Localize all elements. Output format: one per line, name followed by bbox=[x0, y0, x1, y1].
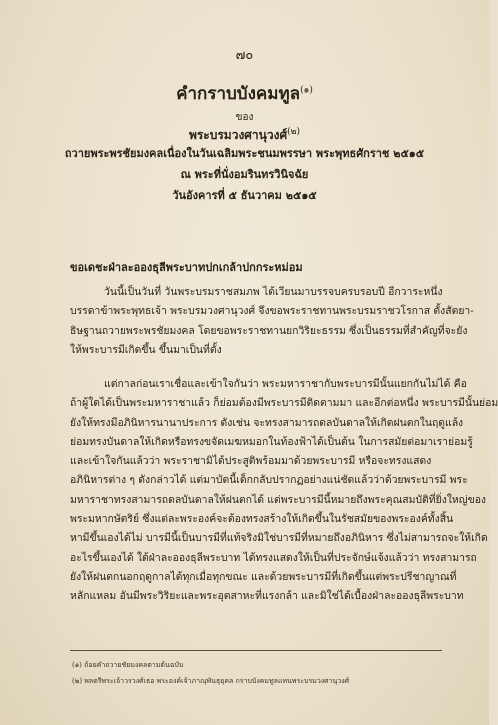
author-line bbox=[0, 124, 489, 145]
paragraph-line: บรรดาข้าพระพุทธเจ้า พระบรมวงศานุวงศ์ จึงขอพระราชทานพระบรมราชวโรกาส ตั้งสัตยา- bbox=[70, 305, 474, 318]
paragraph-line: มหาราชาทรงสามารถดลบันดาลให้ฝนตกได้ แต่พระบารมีนี้หมายถึงพระคุณสมบัติที่ยิ่งใหญ่ของ bbox=[70, 493, 487, 506]
document-title bbox=[0, 80, 489, 107]
footnote-2: (๒) พลตรีพระเจ้าวรวงศ์เธอ พระองค์เจ้าภาณุพันธุยุคล กราบบังคมทูลแทนพระบรมวงศานุวงศ์ bbox=[72, 677, 350, 685]
paragraph-line: หลักแหลม อันมีพระวิริยะและพระอุตสาหะที่แรงกล้า และมิใช่ได้เบื้องฝ่าละอองธุลีพระบาท bbox=[70, 590, 464, 603]
paragraph-line: อะไรขึ้นเองได้ ใต้ฝ่าละอองธุลีพระบาท ได้ทรงแสดงให้เป็นที่ประจักษ์แจ้งแล้วว่า ทรงสามารถ bbox=[70, 551, 477, 564]
paragraph-line: ธิษฐานถวายพระพรชัยมงคล โดยขอพระราชทานยกวิริยะธรรม ซึ่งเป็นธรรมที่สำคัญที่จะยัง bbox=[70, 324, 468, 337]
paragraph-line: และเข้าใจกันแล้วว่า พระราชามิได้ประสูติพร้อมมาด้วยพระบารมี หรือจะทรงแสดง bbox=[70, 455, 432, 468]
footnote-1: (๑) ถ้อยคำถวายชัยมงคลตามต้นฉบับ bbox=[72, 661, 184, 669]
paragraph-line: ถ้าผู้ใดได้เป็นพระมหาราชาแล้ว ก็ย่อมต้องมีพระบารมีติดตามมา และอีกต่อหนึ่ง พระบารมีนั้นย่อม bbox=[70, 397, 498, 410]
paragraph-2 bbox=[70, 375, 498, 607]
paragraph-line: ยังให้ฝนตกนอกฤดูกาลได้ทุกเมื่อทุกขณะ และด้วยพระบารมีที่เกิดขึ้นแต่พระปรีชาญาณที่ bbox=[70, 570, 457, 583]
occasion-line: ถวายพระพรชัยมงคลเนื่องในวันเฉลิมพระชนมพรรษา พระพุทธศักราช ๒๕๑๕ bbox=[64, 147, 425, 160]
page-number: ๗๐ bbox=[235, 48, 254, 63]
date-line: วันอังคารที่ ๕ ธันวาคม ๒๕๑๕ bbox=[172, 189, 317, 202]
paragraph-line: พระมหากษัตริย์ ซึ่งแต่ละพระองค์จะต้องทรงสร้างให้เกิดขึ้นในรัชสมัยของพระองค์ทั้งสิ้น bbox=[70, 513, 454, 526]
author-footnote-marker: (๒) bbox=[287, 127, 301, 137]
title-footnote-marker: (๑) bbox=[300, 85, 313, 96]
author-text: พระบรมวงศานุวงศ์ bbox=[188, 128, 288, 142]
paragraph-line: ย่อมทรงบันดาลให้เกิดหรือทรงขจัดเมฆหมอกในท้องฟ้าได้เป็นต้น ในการสมัยต่อมาเราย่อมรู้ bbox=[70, 435, 473, 448]
paragraph-line: อภินิหารต่าง ๆ ดังกล่าวได้ แต่มาบัดนี้เด็กกลับปรากฏอย่างแน่ชัดแล้วว่าด้วยพระบารมี พระ bbox=[70, 474, 468, 487]
paragraph-line: ยังให้ทรงมีอภินิหารนานาประการ ดังเช่น จะทรงสามารถดลบันดาลให้เกิดฝนตกในฤดูแล้ง bbox=[70, 416, 464, 429]
title-text: คำกราบบังคมทูล bbox=[176, 84, 301, 104]
venue-line: ณ พระที่นั่งอมรินทรวินิจฉัย bbox=[180, 168, 309, 181]
paragraph-line: แต่กาลก่อนเราเชื่อและเข้าใจกันว่า พระมหาราชากับพระบารมีนั้นแยกกันไม่ได้ คือ bbox=[104, 378, 467, 390]
of-word: ของ bbox=[235, 112, 254, 123]
paragraph-1 bbox=[70, 283, 474, 360]
salutation: ขอเดชะฝ่าละอองธุลีพระบาทปกเกล้าปกกระหม่อม bbox=[70, 261, 303, 274]
paragraph-line: หามีขึ้นเองได้ไม่ บารมีนี้เป็นบารมีที่แท้จริงมิใช่บารมีที่หมายถึงอภินิหาร ซึ่งไม่สามารถจะให้เกิด bbox=[70, 532, 488, 545]
paragraph-line: วันนี้เป็นวันที่ วันพระบรมราชสมภพ ได้เวียนมาบรรจบครบรอบปี อีกวาระหนึ่ง bbox=[104, 286, 443, 298]
paragraph-line: ให้พระบารมีเกิดขึ้น ขึ้นมาเป็นที่ตั้ง bbox=[70, 343, 222, 356]
footnote-divider bbox=[70, 650, 442, 651]
